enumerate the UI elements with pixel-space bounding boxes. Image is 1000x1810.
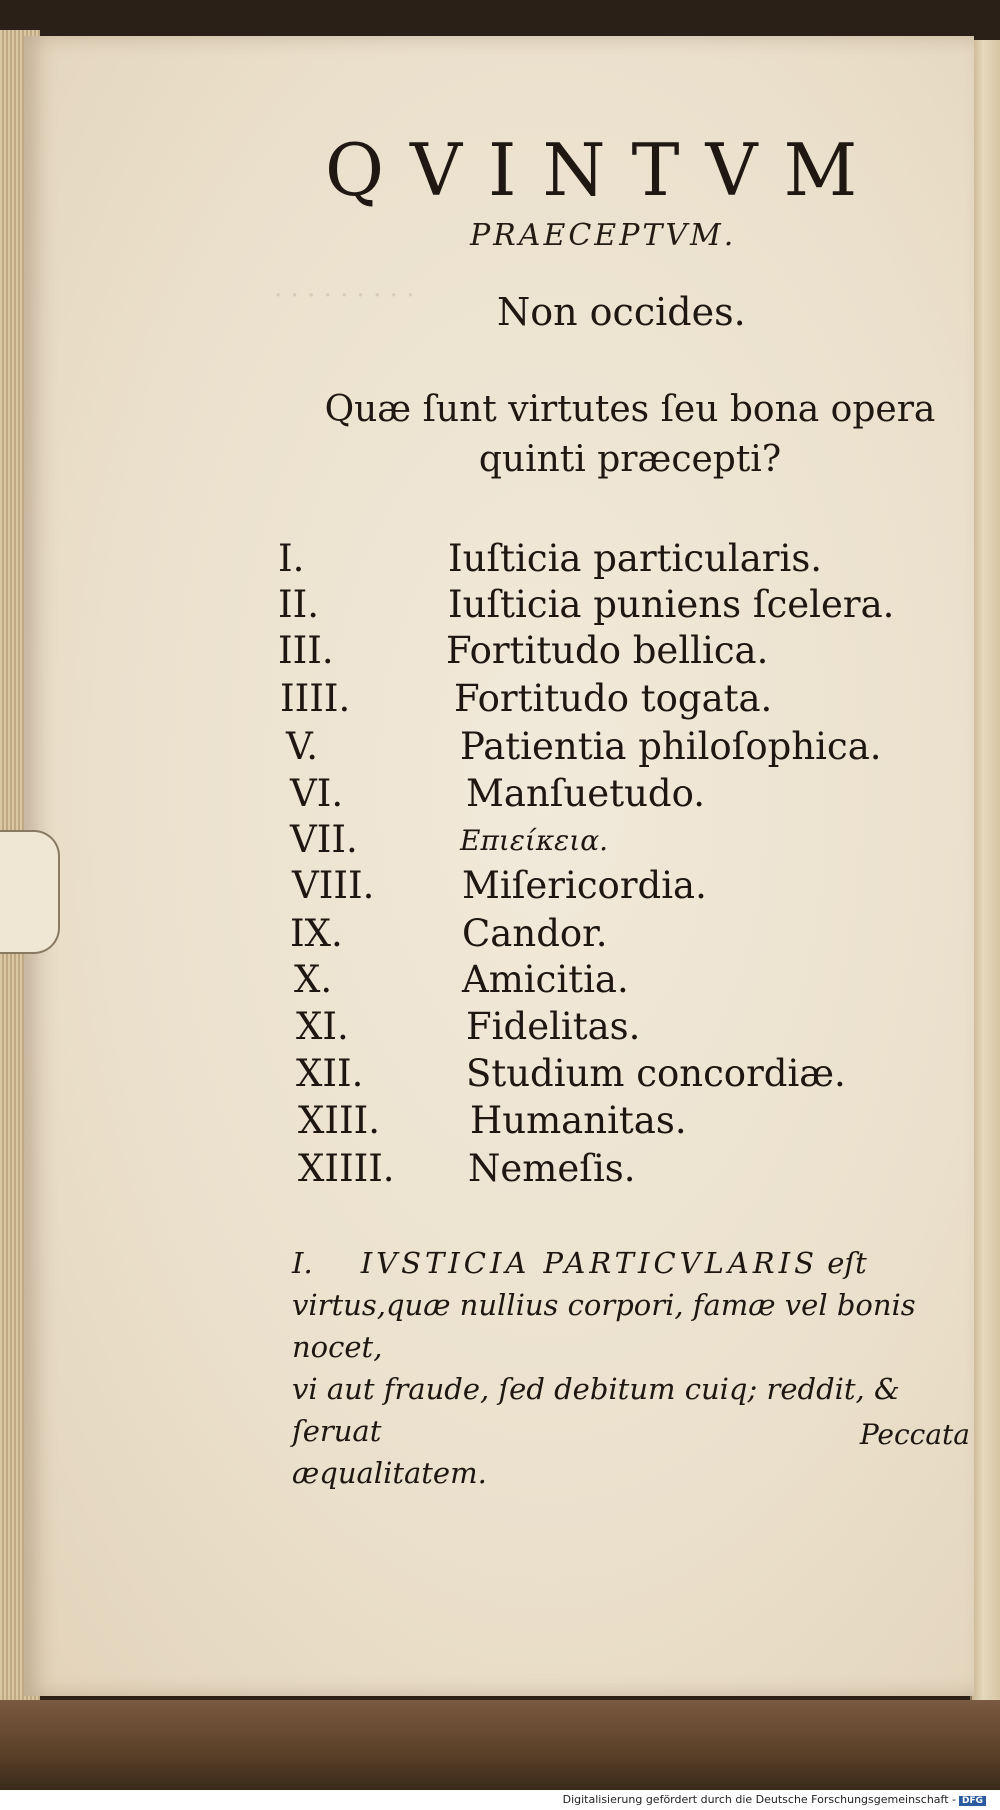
page-clasp <box>0 830 60 954</box>
virtue-number: I. <box>278 537 305 580</box>
page-title: QVINTVM <box>325 128 884 212</box>
catchword: Peccata <box>859 1418 970 1451</box>
definition-line: æqualitatem. <box>292 1456 487 1490</box>
virtue-number: II. <box>278 583 319 626</box>
virtue-name: Επιείκεια. <box>460 824 608 857</box>
virtue-number: III. <box>278 629 334 672</box>
virtue-number: XII. <box>296 1052 364 1095</box>
virtue-name: Iuſticia particularis. <box>448 537 823 580</box>
definition-line: vi aut fraude, ſed debitum cuiq; reddit, & ſeruat <box>292 1372 900 1448</box>
virtue-name: Patientia philoſophica. <box>460 725 882 768</box>
definition-line: virtus,quæ nullius corpori, famæ vel bonis nocet, <box>292 1288 916 1364</box>
virtue-number: XIII. <box>298 1099 380 1142</box>
virtue-name: Amicitia. <box>462 958 629 1001</box>
definition-line <box>292 1242 982 1284</box>
footer-credit <box>563 1793 986 1806</box>
virtue-name: Candor. <box>462 912 608 955</box>
question-text: Quæ ſunt virtutes ſeu bona opera quinti præcepti? <box>324 389 936 480</box>
virtue-number: VI. <box>290 772 344 815</box>
footer-credit-text: Digitalisierung gefördert durch die Deutsche Forschungsgemeinschaft - <box>562 1793 956 1806</box>
definition-text: eſt <box>827 1246 867 1280</box>
show-through: · · · · · · · · · <box>274 281 415 311</box>
virtue-name: Fidelitas. <box>466 1005 641 1048</box>
virtue-name: Studium concordiæ. <box>466 1052 846 1095</box>
virtue-name: Miſericordia. <box>462 864 707 907</box>
definition-term: IVSTICIA PARTICVLARIS <box>360 1246 818 1280</box>
definition-paragraph <box>292 1242 982 1494</box>
page-subtitle: PRAECEPTVM. <box>470 218 737 253</box>
virtue-name: Humanitas. <box>470 1099 687 1142</box>
virtue-number: IX. <box>290 912 343 955</box>
virtue-number: XI. <box>296 1005 349 1048</box>
virtue-number: X. <box>294 958 333 1001</box>
virtue-number: V. <box>286 725 319 768</box>
virtue-name: Manſuetudo. <box>466 772 705 815</box>
virtue-name: Iuſticia puniens ſcelera. <box>448 583 895 626</box>
virtue-name: Fortitudo togata. <box>454 677 773 720</box>
book-board <box>0 1700 1000 1790</box>
virtue-name: Fortitudo bellica. <box>446 629 769 672</box>
virtue-number: IIII. <box>280 677 351 720</box>
definition-number: I. <box>292 1246 313 1280</box>
footer-bar <box>0 1790 1000 1810</box>
virtue-number: VIII. <box>292 864 375 907</box>
virtue-number: VII. <box>290 818 358 861</box>
commandment-text: Non occides. <box>497 290 746 334</box>
dfg-logo: DFG <box>959 1796 986 1806</box>
virtue-number: XIIII. <box>298 1147 395 1190</box>
virtue-name: Nemeſis. <box>468 1147 636 1190</box>
